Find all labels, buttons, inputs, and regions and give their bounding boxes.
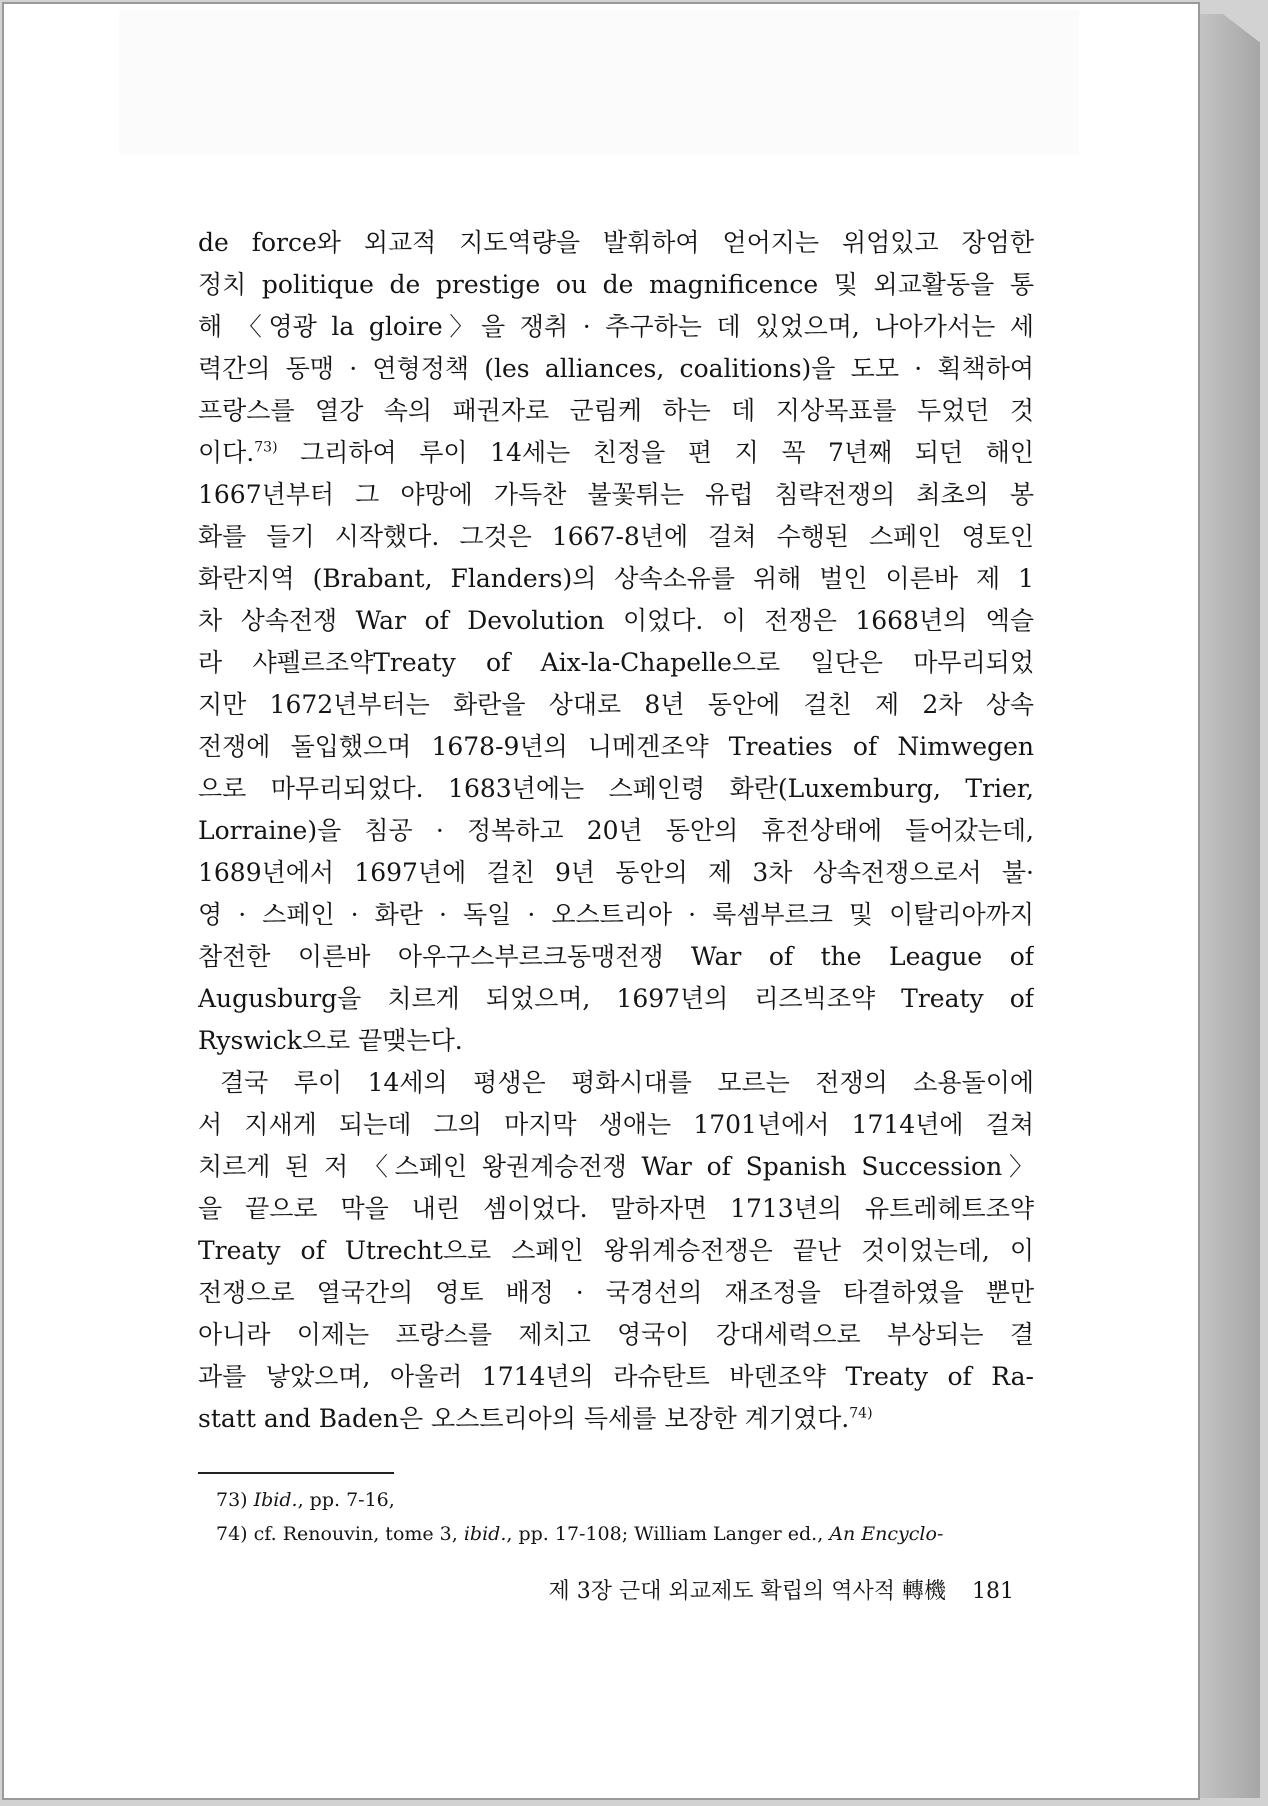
text-line: 영 · 스페인 · 화란 · 독일 · 오스트리아 · 룩셈부르크 및 이탈리아까지 (198, 900, 1034, 929)
text-line: 1689년에서 1697년에 걸친 9년 동안의 제 3차 상속전쟁으로서 불· (198, 858, 1034, 887)
text-line: 과를 낳았으며, 아울러 1714년의 라슈탄트 바덴조약 Treaty of Ra- (198, 1362, 1034, 1391)
text-line: 을 끝으로 막을 내린 셈이었다. 말하자면 1713년의 유트레헤트조약 (198, 1194, 1034, 1223)
text-line: 지만 1672년부터는 화란을 상대로 8년 동안에 걸친 제 2차 상속 (198, 690, 1034, 719)
footnotes (216, 1485, 1036, 1553)
running-footer (462, 1574, 1014, 1605)
text-line: 으로 마무리되었다. 1683년에는 스페인령 화란(Luxemburg, Trier, (198, 774, 1034, 803)
footnote-ref-73: 73) (254, 439, 278, 456)
body-text (198, 226, 1034, 1444)
paragraph-start-line: 결국 루이 14세의 평생은 평화시대를 모르는 전쟁의 소용돌이에 (220, 1068, 1034, 1097)
text-line: 라 샤펠르조약Treaty of Aix-la-Chapelle으로 일단은 마무리되었 (198, 648, 1034, 677)
footnote-74 (216, 1519, 1036, 1549)
footnote-italic: An Encyclo- (829, 1523, 944, 1545)
text-line: Treaty of Utrecht으로 스페인 왕위계승전쟁은 끝난 것이었는데, 이 (198, 1236, 1034, 1265)
page-edge-shadow (1198, 14, 1260, 1798)
text-line: 화란지역 (Brabant, Flanders)의 상속소유를 위해 벌인 이른바 제 1 (198, 564, 1034, 593)
text-fragment: 이다. (198, 438, 255, 467)
text-line: 력간의 동맹 · 연형정책 (les alliances, coalitions)을 도모 · 획책하여 (198, 354, 1034, 383)
footnote-italic: Ibid. (253, 1489, 298, 1511)
text-line: 참전한 이른바 아우구스부르크동맹전쟁 War of the League of (198, 942, 1034, 971)
text-line: 전쟁에 돌입했으며 1678-9년의 니메겐조약 Treaties of Nimwegen (198, 732, 1034, 761)
text-line: 화를 들기 시작했다. 그것은 1667-8년에 걸쳐 수행된 스페인 영토인 (198, 522, 1034, 551)
text-line: Lorraine)을 침공 · 정복하고 20년 동안의 휴전상태에 들어갔는데, (198, 816, 1034, 845)
chapter-title: 제 3장 근대 외교제도 확립의 역사적 轉機 (548, 1579, 946, 1604)
text-line: 1667년부터 그 야망에 가득찬 불꽃튀는 유럽 침략전쟁의 최초의 봉 (198, 480, 1034, 509)
paragraph-end-line: Ryswick으로 끝맺는다. (198, 1026, 463, 1055)
paragraph-end-line (198, 1402, 1034, 1436)
text-fragment: statt and Baden은 오스트리아의 득세를 보장한 계기였다. (198, 1404, 850, 1433)
page-number: 181 (972, 1579, 1014, 1604)
document-page-container (2, 2, 1264, 1802)
text-line: Augusburg을 치르게 되었으며, 1697년의 리즈빅조약 Treaty of (198, 984, 1034, 1013)
text-line: 차 상속전쟁 War of Devolution 이었다. 이 전쟁은 1668년의 엑슬 (198, 606, 1034, 635)
page-scan-tint (119, 10, 1079, 155)
text-line: 치르게 된 저 〈스페인 왕권계승전쟁 War of Spanish Succession〉 (198, 1152, 1034, 1181)
footnote-number: 73) (216, 1489, 248, 1511)
text-line: 전쟁으로 열국간의 영토 배정 · 국경선의 재조정을 타결하였을 뿐만 (198, 1278, 1034, 1307)
footnote-text: , pp. 17-108; William Langer ed., (506, 1523, 830, 1545)
footnote-number: 74) (216, 1523, 248, 1545)
footnote-text: cf. Renouvin, tome 3, (253, 1523, 464, 1545)
footnote-ref-74: 74) (849, 1405, 873, 1422)
footnote-italic: ibid. (463, 1523, 507, 1545)
text-line: de force와 외교적 지도역량을 발휘하여 얻어지는 위엄있고 장엄한 (198, 228, 1034, 257)
footnote-divider (198, 1472, 394, 1474)
footnote-text: , pp. 7-16, (297, 1489, 395, 1511)
text-line: 아니라 이제는 프랑스를 제치고 영국이 강대세력으로 부상되는 결 (198, 1320, 1034, 1349)
text-line: 해 〈영광 la gloire〉을 쟁취 · 추구하는 데 있었으며, 나아가서는 세 (198, 312, 1034, 341)
text-line: 프랑스를 열강 속의 패권자로 군림케 하는 데 지상목표를 두었던 것 (198, 396, 1034, 425)
text-fragment: 그리하여 루이 14세는 친정을 편 지 꼭 7년째 되던 해인 (277, 438, 1034, 467)
text-line-with-footnote (198, 436, 1034, 470)
text-line: 정치 politique de prestige ou de magnificence 및 외교활동을 통 (198, 270, 1034, 299)
footnote-73 (216, 1485, 1036, 1515)
text-line: 서 지새게 되는데 그의 마지막 생애는 1701년에서 1714년에 걸쳐 (198, 1110, 1034, 1139)
